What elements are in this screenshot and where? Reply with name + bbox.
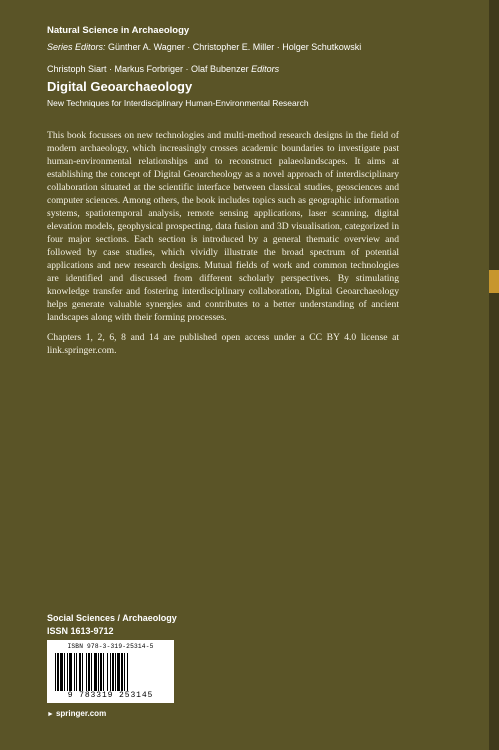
barcode-bar — [82, 653, 83, 691]
barcode-bar — [64, 653, 65, 691]
barcode-bar — [98, 653, 99, 691]
series-editors-label: Series Editors: — [47, 42, 106, 52]
spine-accent-bar — [489, 270, 499, 293]
barcode-bar — [76, 653, 77, 691]
barcode — [47, 640, 174, 703]
book-editors-label: Editors — [251, 64, 280, 74]
barcode-bar — [117, 653, 120, 691]
book-editors-line — [47, 63, 467, 76]
arrow-icon: ► — [47, 711, 54, 718]
series-editors-line — [47, 40, 467, 54]
barcode-digits: 9 783319 253145 — [67, 691, 154, 700]
cover-footer — [47, 612, 247, 638]
series-title: Natural Science in Archaeology — [47, 25, 190, 36]
barcode-bar — [94, 653, 97, 691]
barcode-bar — [69, 653, 72, 691]
book-subtitle: New Techniques for Interdisciplinary Human-Environmental Research — [47, 98, 309, 108]
subject-category: Social Sciences / Archaeology — [47, 613, 177, 623]
barcode-bar — [121, 653, 123, 691]
barcode-bars — [55, 653, 167, 691]
barcode-bar — [100, 653, 102, 691]
publisher-url: springer.com — [55, 709, 107, 718]
barcode-bar — [86, 653, 87, 691]
cover-header — [47, 24, 467, 109]
barcode-bar — [88, 653, 90, 691]
open-access-note: Chapters 1, 2, 6, 8 and 14 are published open access under a CC BY 4.0 license at link.springer.com. — [47, 332, 399, 356]
barcode-bar — [115, 653, 116, 691]
book-editors: Christoph Siart · Markus Forbriger · Olaf Bubenzer — [47, 64, 249, 74]
issn-number: ISSN 1613-9712 — [47, 626, 114, 636]
barcode-bar — [124, 653, 125, 691]
barcode-bar — [112, 653, 114, 691]
spine-edge — [489, 0, 499, 750]
isbn-number: ISBN 978-3-319-25314-5 — [67, 643, 154, 650]
barcode-bar — [79, 653, 81, 691]
barcode-bar — [103, 653, 104, 691]
barcode-bar — [57, 653, 59, 691]
barcode-bar — [107, 653, 108, 691]
book-description — [47, 129, 399, 364]
book-title: Digital Geoarchaeology — [47, 79, 193, 94]
barcode-bar — [91, 653, 92, 691]
barcode-bar — [127, 653, 128, 691]
barcode-bar — [60, 653, 63, 691]
barcode-bar — [55, 653, 56, 691]
barcode-bar — [67, 653, 68, 691]
publisher-link[interactable] — [47, 709, 106, 718]
barcode-bar — [74, 653, 75, 691]
series-editors: Günther A. Wagner · Christopher E. Miller · Holger Schutkowski — [108, 42, 362, 52]
barcode-bar — [110, 653, 111, 691]
description-paragraph: This book focusses on new technologies and multi-method research designs in the field of modern archaeology, which increasingly crosses academic boundaries to investigate past human-environmental relationships and to reconstruct palaeolandscapes. It aims at establishing the concept of Digital Geoarcheology as a novel approach of interdisciplinary collaboration situated at the scientific interface between classical studies, geosciences and computer sciences. Among others, the book includes topics such as geographic information systems, spatiotemporal analysis, remote sensing applications, laser scanning, digital elevation models, geophysical prospecting, data fusion and 3D visualisation, categorized in four major sections. Each section is introduced by a general thematic overview and followed by case studies, which vividly illustrate the broad spectrum of potential applications and new research designs. Mutual fields of work and common technologies are identified and discussed from different scholarly perspectives. By stimulating knowledge transfer and fostering interdisciplinary collaboration, Digital Geoarchaeology helps generate valuable synergies and contributes to a better understanding of ancient landscapes along with their forming processes. — [47, 130, 399, 323]
